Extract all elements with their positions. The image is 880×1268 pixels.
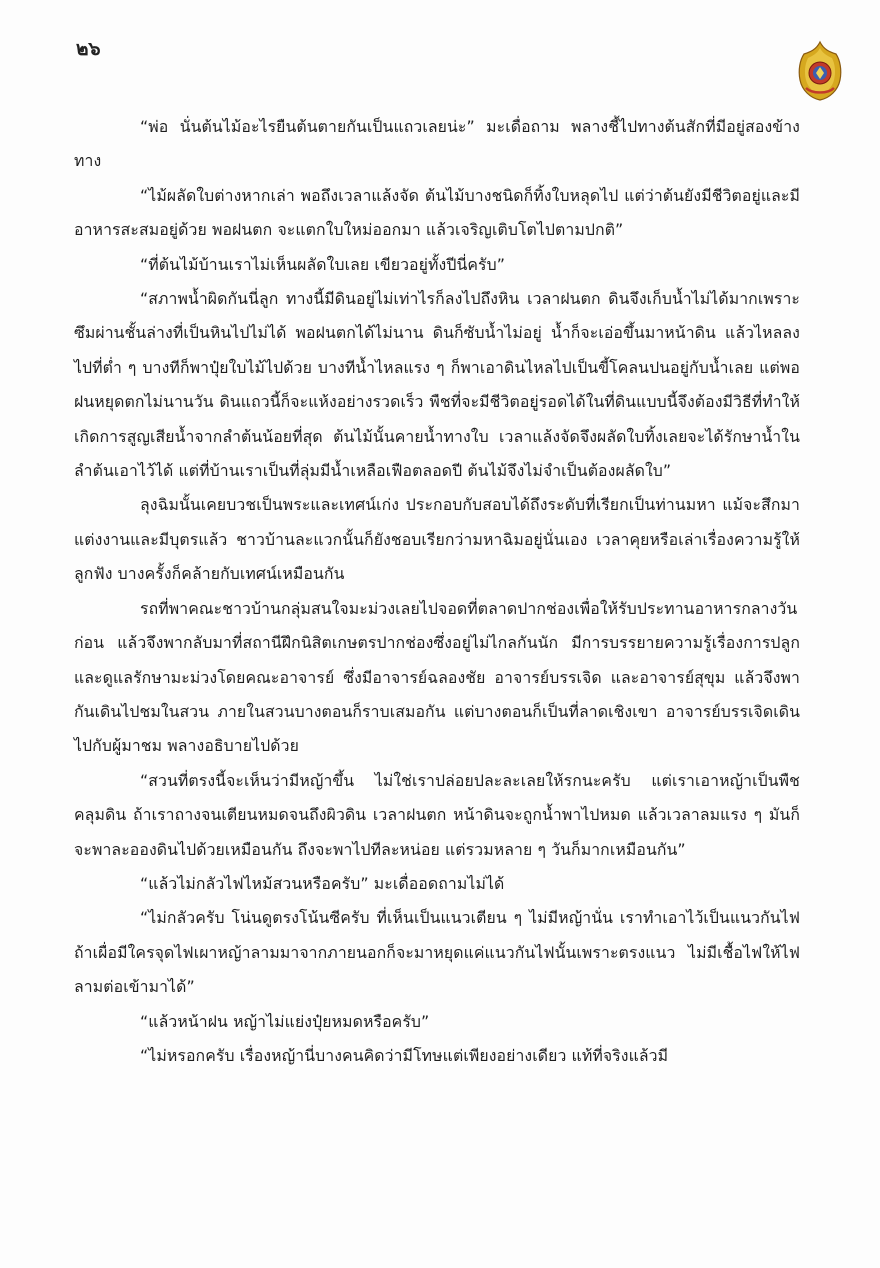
paragraph: ลุงฉิมนั้นเคยบวชเป็นพระและเทศน์เก่ง ประกอบกับสอบได้ถึงระดับที่เรียกเป็นท่านมหา แม้จะสึกมาแต่งงานและมีบุตรแล้ว ชาวบ้านละแวกนั้นก็ยังชอบเรียกว่ามหาฉิมอยู่นั่นเอง เวลาคุยหรือเล่าเรื่องความรู้ให้ลูกฟัง บางครั้งก็คล้ายกับเทศน์เหมือนกัน	[74, 495, 800, 584]
paragraph: “ไม่กลัวครับ โน่นดูตรงโน้นซีครับ ที่เห็นเป็นแนวเตียน ๆ ไม่มีหญ้านั่น เราทำเอาไว้เป็นแนวกันไฟ ถ้าเผื่อมีใครจุดไฟเผาหญ้าลามมาจากภายนอกก็จะมาหยุดแค่แนวกันไฟนั้นเพราะตรงแนว ไม่มีเชื้อไฟให้ไฟลามต่อเข้ามาได้”	[74, 908, 800, 997]
paragraph: “ไม่หรอกครับ เรื่องหญ้านี่บางคนคิดว่ามีโทษแต่เพียงอย่างเดียว แท้ที่จริงแล้วมี	[140, 1045, 669, 1065]
paragraph: “ที่ต้นไม้บ้านเราไม่เห็นผลัดใบเลย เขียวอยู่ทั้งปีนี่ครับ”	[140, 254, 506, 274]
page-number: ๒๖	[76, 38, 101, 60]
paragraph: “พ่อ นั่นต้นไม้อะไรยืนต้นตายกันเป็นแถวเลยน่ะ” มะเดื่อถาม พลางชี้ไปทางต้นสักที่มีอยู่สองข้างทาง	[74, 117, 800, 171]
body-text	[74, 110, 800, 1073]
paragraph: “แล้วหน้าฝน หญ้าไม่แย่งปุ๋ยหมดหรือครับ”	[140, 1011, 430, 1031]
paragraph: “แล้วไม่กลัวไฟไหม้สวนหรือครับ” มะเดื่ออดถามไม่ได้	[140, 873, 505, 893]
paragraph: “สวนที่ตรงนี้จะเห็นว่ามีหญ้าขึ้น ไม่ใช่เราปล่อยปละละเลยให้รกนะครับ แต่เราเอาหญ้าเป็นพืชคลุมดิน ถ้าเราถางจนเตียนหมดจนถึงผิวดิน เวลาฝนตก หน้าดินจะถูกน้ำพาไปหมด แล้วเวลาลมแรง ๆ มันก็จะพาละอองดินไปด้วยเหมือนกัน ถึงจะพาไปทีละหน่อย แต่รวมหลาย ๆ วันก็มากเหมือนกัน”	[74, 770, 800, 859]
paragraph: “ไม้ผลัดใบต่างหากเล่า พอถึงเวลาแล้งจัด ต้นไม้บางชนิดก็ทิ้งใบหลุดไป แต่ว่าต้นยังมีชีวิตอยู่และมีอาหารสะสมอยู่ด้วย พอฝนตก จะแตกใบใหม่ออกมา แล้วเจริญเติบโตไปตามปกติ”	[74, 185, 800, 240]
paragraph: “สภาพน้ำผิดกันนี่ลูก ทางนี้มีดินอยู่ไม่เท่าไรก็ลงไปถึงหิน เวลาฝนตก ดินจึงเก็บน้ำไม่ได้มากเพราะซึมผ่านชั้นล่างที่เป็นหินไปไม่ได้ พอฝนตกได้ไม่นาน ดินก็ซับน้ำไม่อยู่ น้ำก็จะเอ่อขึ้นมาหน้าดิน แล้วไหลลงไปที่ต่ำ ๆ บางทีก็พาปุ๋ยใบไม้ไปด้วย บางทีน้ำไหลแรง ๆ ก็พาเอาดินไหลไปเป็นขี้โคลนปนอยู่กับน้ำเลย แต่พอฝนหยุดตกไม่นานวัน ดินแถวนี้ก็จะแห้งอย่างรวดเร็ว พืชที่จะมีชีวิตอยู่รอดได้ในที่ดินแบบนี้จึงต้องมีวิธีที่ทำให้เกิดการสูญเสียน้ำจากลำต้นน้อยที่สุด ต้นไม้นั้นคายน้ำทางใบ เวลาแล้งจัดจึงผลัดใบทิ้งเลยจะได้รักษาน้ำในลำต้นเอาไว้ได้ แต่ที่บ้านเราเป็นที่ลุ่มมีน้ำเหลือเฟือตลอดปี ต้นไม้จึงไม่จำเป็นต้องผลัดใบ”	[74, 289, 800, 481]
paragraph: รถที่พาคณะชาวบ้านกลุ่มสนใจมะม่วงเลยไปจอดที่ตลาดปากช่องเพื่อให้รับประทานอาหารกลางวันก่อน แล้วจึงพากลับมาที่สถานีฝึกนิสิตเกษตรปากช่องซึ่งอยู่ไม่ไกลกันนัก มีการบรรยายความรู้เรื่องการปลูกและดูแลรักษามะม่วงโดยคณะอาจารย์ ซึ่งมีอาจารย์ฉลองชัย อาจารย์บรรเจิด และอาจารย์สุขุม แล้วจึงพากันเดินไปชมในสวน ภายในสวนบางตอนก็ราบเสมอกัน แต่บางตอนก็เป็นที่ลาดเชิงเขา อาจารย์บรรเจิดเดินไปกับผู้มาชม พลางอธิบายไปด้วย	[74, 598, 800, 756]
ministry-of-education-emblem-icon	[796, 40, 844, 102]
